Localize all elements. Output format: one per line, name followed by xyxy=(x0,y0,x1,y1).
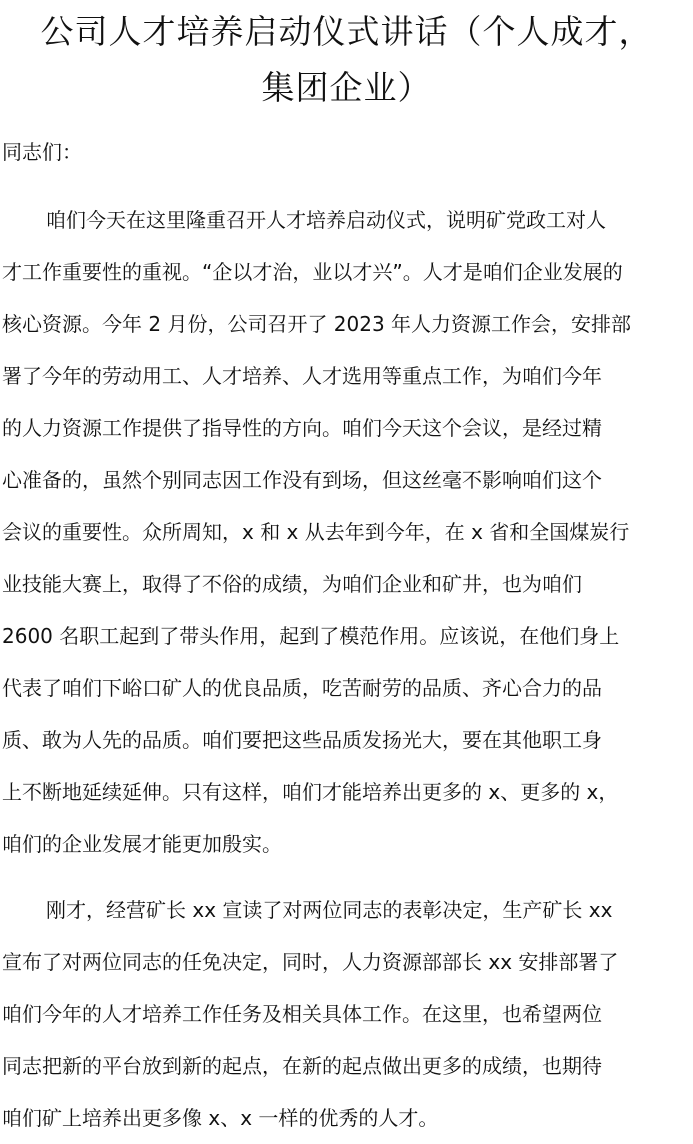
paragraph-line: 质、敢为人先的品质。咱们要把这些品质发扬光大，要在其他职工身 xyxy=(2,728,602,752)
paragraph-line: 才工作重要性的重视。“企以才治，业以才兴”。人才是咱们企业发展的 xyxy=(2,260,623,284)
paragraph-line: 代表了咱们下峪口矿人的优良品质，吃苦耐劳的品质、齐心合力的品 xyxy=(2,676,602,700)
paragraph-line: 咱们矿上培养出更多像 x、x 一样的优秀的人才。 xyxy=(2,1106,439,1130)
paragraph-line: 心准备的，虽然个别同志因工作没有到场，但这丝毫不影响咱们这个 xyxy=(2,468,602,492)
paragraph-line: 署了今年的劳动用工、人才培养、人才选用等重点工作，为咱们今年 xyxy=(2,364,602,388)
paragraph-line: 同志把新的平台放到新的起点，在新的起点做出更多的成绩，也期待 xyxy=(2,1054,602,1078)
paragraph-line: 上不断地延续延伸。只有这样，咱们才能培养出更多的 x、更多的 x， xyxy=(2,780,619,804)
paragraph-line: 核心资源。今年 2 月份，公司召开了 2023 年人力资源工作会，安排部 xyxy=(2,312,632,336)
paragraph-line: 业技能大赛上，取得了不俗的成绩，为咱们企业和矿井，也为咱们 xyxy=(2,572,582,596)
paragraph-line: 刚才，经营矿长 xx 宣读了对两位同志的表彰决定，生产矿长 xx xyxy=(46,898,613,922)
paragraph-line: 宣布了对两位同志的任免决定，同时，人力资源部部长 xx 安排部署了 xyxy=(2,950,619,974)
title-line: 集团企业） xyxy=(261,68,432,107)
paragraph xyxy=(0,884,693,1144)
paragraph xyxy=(0,194,693,870)
title-line: 公司人才培养启动仪式讲话（个人成才， xyxy=(40,12,653,51)
document-title xyxy=(0,0,693,116)
paragraph-line: 会议的重要性。众所周知，x 和 x 从去年到今年，在 x 省和全国煤炭行 xyxy=(2,520,630,544)
paragraph-line: 2600 名职工起到了带头作用，起到了模范作用。应该说，在他们身上 xyxy=(2,624,620,648)
paragraph-line: 咱们今年的人才培养工作任务及相关具体工作。在这里，也希望两位 xyxy=(2,1002,602,1026)
paragraph-line: 的人力资源工作提供了指导性的方向。咱们今天这个会议，是经过精 xyxy=(2,416,602,440)
paragraph-line: 咱们今天在这里隆重召开人才培养启动仪式，说明矿党政工对人 xyxy=(46,208,606,232)
salutation: 同志们： xyxy=(2,140,82,164)
paragraph-line: 咱们的企业发展才能更加殷实。 xyxy=(2,832,282,856)
